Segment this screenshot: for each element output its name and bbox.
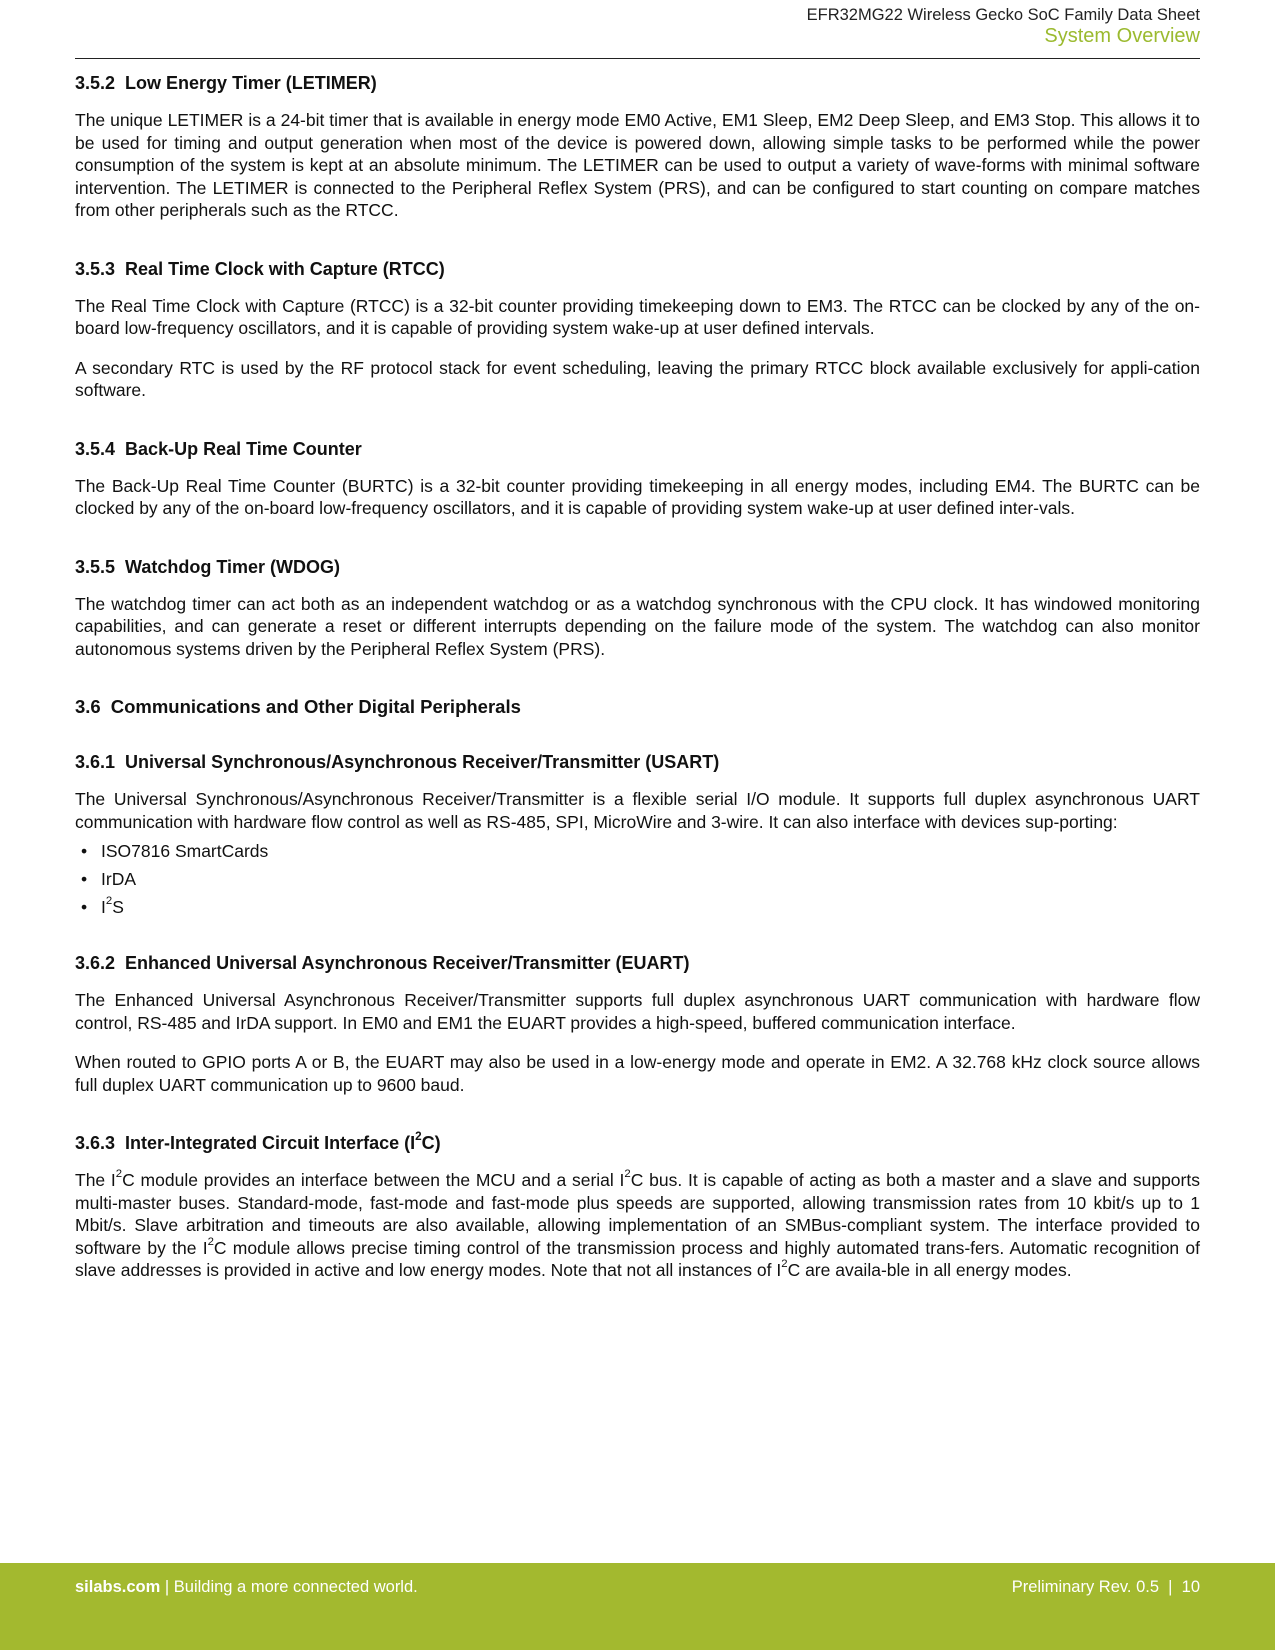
- page-content: [75, 72, 1200, 1282]
- section-number: 3.6.3: [75, 1133, 116, 1153]
- heading-euart: [75, 952, 1200, 974]
- list-item: • ISO7816 SmartCards: [81, 841, 269, 861]
- footer-left: silabs.com | Building a more connected world.: [75, 1578, 418, 1596]
- heading-usart: [75, 751, 1200, 773]
- rtcc-paragraph-1: The Real Time Clock with Capture (RTCC) is a 32-bit counter providing timekeeping down to EM3. The RTCC can be clocked by any of the on-board low-frequency oscillators, and it is capable of providing system wake-up at user defined intervals.: [75, 295, 1200, 338]
- footer-tagline: Building a more connected world.: [173, 1578, 418, 1596]
- footer-site-link[interactable]: silabs.com: [75, 1578, 161, 1596]
- page-number: 10: [1181, 1578, 1200, 1596]
- heading-i2c: 3.6.3 Inter-Integrated Circuit Interface $(I^2C)$: [75, 1130, 441, 1153]
- list-item: • $I^2S$: [81, 895, 124, 917]
- i2c-paragraph: The $I^2C$ module provides an interface between the MCU and a serial $I^2C$ bus. It is capable of acting as both a master and a slave and supports multi-master buses. Standard-mode, fast-mode and fast-mode plus speeds are supported, allowing transmission rates from 10 kbit/s up to 1 Mbit/s. Slave arbitration and timeouts are also available, allowing implementation of an SMBus-compliant system. The interface provided to software by the $I^2C$ module allows precise timing control of the transmission process and highly automated trans-fers. Automatic recognition of slave addresses is provided in active and low energy modes. Note that not all instances of $I^2C$ are availa-ble in all energy modes.: [75, 1168, 1200, 1280]
- section-title: Low Energy Timer (LETIMER): [125, 73, 377, 93]
- section-number: 3.6: [75, 696, 101, 717]
- section-title: Back-Up Real Time Counter: [125, 438, 362, 459]
- section-number: 3.5.4: [75, 438, 116, 459]
- document-title: EFR32MG22 Wireless Gecko SoC Family Data Sheet: [806, 6, 1200, 24]
- burtc-paragraph: The Back-Up Real Time Counter (BURTC) is a 32-bit counter providing timekeeping in all energy modes, including EM4. The BURTC can be clocked by any of the on-board low-frequency oscillators, and it is capable of providing system wake-up at user defined inter-vals.: [75, 475, 1200, 518]
- heading-rtcc: [75, 258, 1200, 280]
- usart-paragraph: The Universal Synchronous/Asynchronous Receiver/Transmitter is a flexible serial I/O module. It supports full duplex asynchronous UART communication with hardware flow control as well as RS-485, SPI, MicroWire and 3-wire. It can also interface with devices sup-porting:: [75, 789, 1200, 832]
- section-number: 3.5.2: [75, 73, 116, 93]
- heading-communications: [75, 696, 1200, 718]
- header-section-title: System Overview: [1044, 25, 1200, 47]
- footer-right: Preliminary Rev. 0.5 | 10: [1011, 1578, 1200, 1596]
- section-title: Universal Synchronous/Asynchronous Receiver/Transmitter (USART): [125, 752, 720, 772]
- page-footer: [0, 1563, 1275, 1650]
- page-header: [75, 0, 1200, 59]
- euart-paragraph-2: When routed to GPIO ports A or B, the EUART may also be used in a low-energy mode and operate in EM2. A 32.768 kHz clock source allows full duplex UART communication up to 9600 baud.: [75, 1052, 1200, 1095]
- bullet: •: [81, 897, 88, 917]
- list-item: • IrDA: [81, 869, 136, 889]
- section-title: Enhanced Universal Asynchronous Receiver/Transmitter (EUART): [125, 953, 690, 973]
- section-number: 3.5.5: [75, 556, 116, 577]
- bullet: •: [81, 841, 88, 861]
- section-title: Communications and Other Digital Peripherals: [110, 696, 521, 717]
- wdog-paragraph: The watchdog timer can act both as an independent watchdog or as a watchdog synchronous with the CPU clock. It has windowed monitoring capabilities, and can generate a reset or different interrupts depending on the failure mode of the system. The watchdog can also monitor autonomous systems driven by the Peripheral Reflex System (PRS).: [75, 593, 1200, 659]
- section-number: 3.6.1: [75, 752, 116, 772]
- euart-paragraph-1: The Enhanced Universal Asynchronous Receiver/Transmitter supports full duplex asynchronous UART communication with hardware flow control, RS-485 and IrDA support. In EM0 and EM1 the EUART provides a high-speed, buffered communication interface.: [75, 990, 1200, 1033]
- bullet: •: [81, 869, 88, 889]
- section-title: Watchdog Timer (WDOG): [125, 556, 341, 577]
- section-title: Real Time Clock with Capture (RTCC): [125, 258, 445, 279]
- revision-label: Preliminary Rev. 0.5: [1011, 1578, 1160, 1596]
- heading-letimer: [75, 72, 1200, 94]
- rtcc-paragraph-2: A secondary RTC is used by the RF protocol stack for event scheduling, leaving the primary RTCC block available exclusively for appli-cation software.: [75, 357, 1200, 400]
- heading-wdog: [75, 556, 1200, 578]
- usart-device-list: [75, 840, 1200, 918]
- heading-burtc: [75, 438, 1200, 460]
- section-number: 3.6.2: [75, 953, 116, 973]
- letimer-paragraph: The unique LETIMER is a 24-bit timer that is available in energy mode EM0 Active, EM1 Sleep, EM2 Deep Sleep, and EM3 Stop. This allows it to be used for timing and output generation when most of the device is powered down, allowing simple tasks to be performed while the power consumption of the system is kept at an absolute minimum. The LETIMER can be used to output a variety of wave-forms with minimal software intervention. The LETIMER is connected to the Peripheral Reflex System (PRS), and can be configured to start counting on compare matches from other peripherals such as the RTCC.: [75, 110, 1200, 220]
- section-number: 3.5.3: [75, 258, 116, 279]
